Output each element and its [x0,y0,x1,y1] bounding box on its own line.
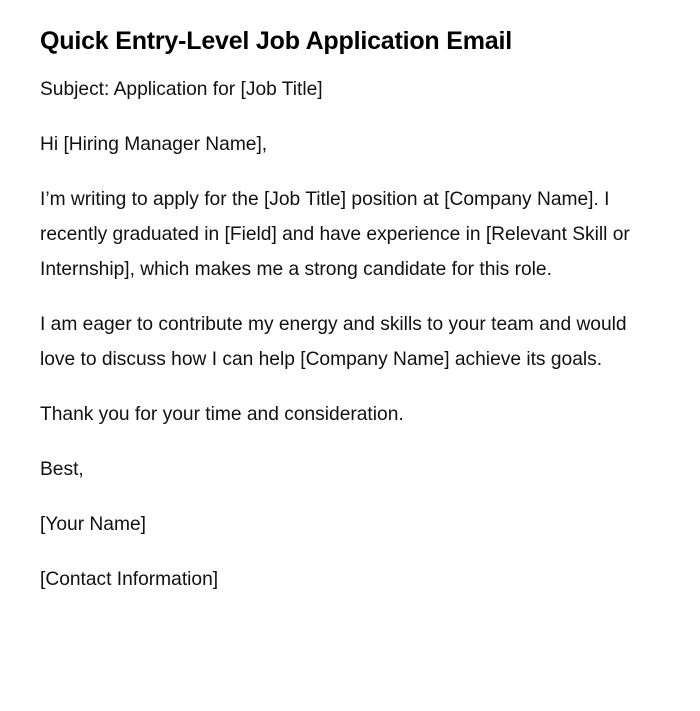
signature-contact: [Contact Information] [40,569,219,590]
email-body-paragraph-thanks: Thank you for your time and consideration. [40,404,404,425]
email-body-paragraph-intro: I’m writing to apply for the [Job Title] position at [Company Name]. I recently graduated in [Field] and have experience in [Relevant Skill or Internship], which makes me a strong candidate for this role. [40,189,630,280]
email-body-paragraph-motivation: I am eager to contribute my energy and skills to your team and would love to discuss how I can help [Company Name] achieve its goals. [40,314,627,370]
document-title: Quick Entry-Level Job Application Email [40,27,512,55]
email-subject-line: Subject: Application for [Job Title] [40,79,323,100]
email-closing: Best, [40,459,84,480]
signature-name: [Your Name] [40,514,146,535]
email-greeting: Hi [Hiring Manager Name], [40,134,268,155]
